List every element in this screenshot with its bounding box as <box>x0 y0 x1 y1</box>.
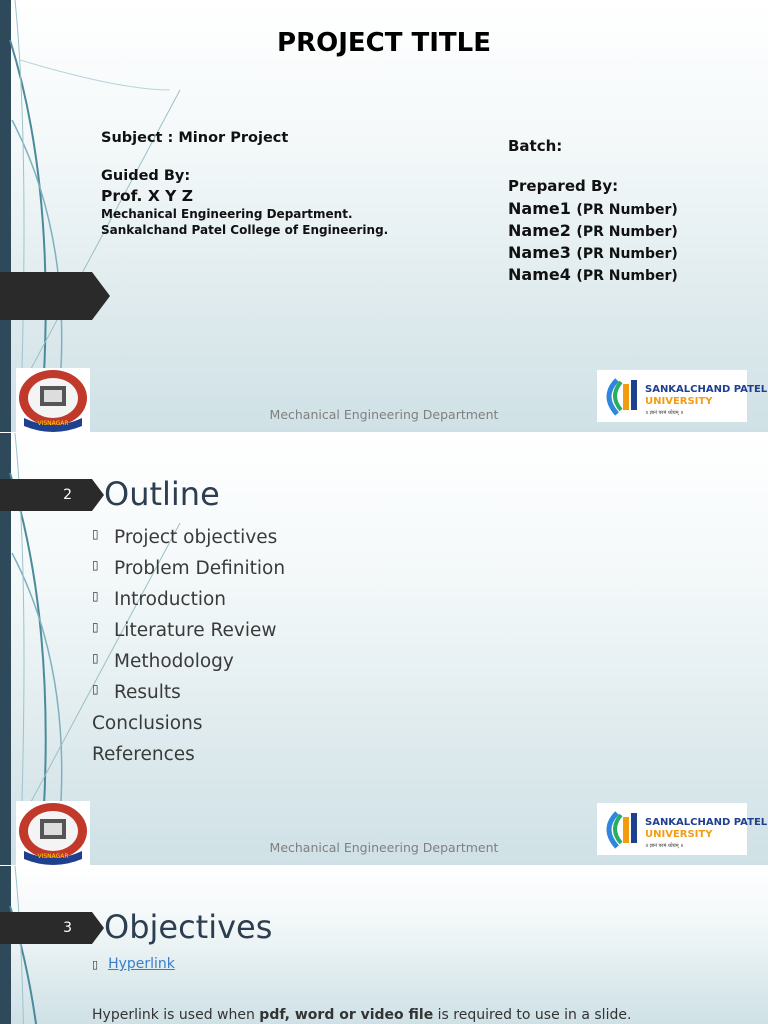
slide-heading: Objectives <box>104 908 273 946</box>
bullet-icon: ▯ <box>92 682 99 696</box>
university-logo <box>597 370 768 422</box>
list-item: ▯ Problem Definition <box>92 553 285 584</box>
svg-text:VISNAGAR: VISNAGAR <box>37 420 69 427</box>
svg-text:॥ ज्ञानं परमं ध्येयम् ॥: ॥ ज्ञानं परमं ध्येयम् ॥ <box>645 843 684 849</box>
student-name: Name3 <box>508 243 571 262</box>
name-row <box>508 265 678 284</box>
svg-text:SANKALCHAND PATEL: SANKALCHAND PATEL <box>645 384 768 395</box>
student-name: Name4 <box>508 265 571 284</box>
svg-text:UNIVERSITY: UNIVERSITY <box>645 396 713 407</box>
pr-number: (PR Number) <box>576 224 678 240</box>
department-text: Mechanical Engineering Department. <box>101 207 353 221</box>
svg-text:UNIVERSITY: UNIVERSITY <box>645 829 713 840</box>
svg-text:VISNAGAR: VISNAGAR <box>37 853 69 860</box>
slide-1 <box>0 0 768 432</box>
slide-number: 3 <box>63 920 72 936</box>
prepared-by-label: Prepared By: <box>508 177 619 195</box>
list-item: ▯ Methodology <box>92 646 285 677</box>
list-item: ▯ Results <box>92 677 285 708</box>
list-item: References <box>92 744 195 765</box>
slide-number-tag <box>0 912 110 958</box>
list-item: ▯ Introduction <box>92 584 285 615</box>
slide-footer: Mechanical Engineering Department <box>269 407 499 422</box>
link-item <box>92 956 175 972</box>
project-title: PROJECT TITLE <box>277 28 491 58</box>
slide-number: 2 <box>63 487 72 503</box>
student-name: Name1 <box>508 199 571 218</box>
bullet-icon: ▯ <box>92 620 99 634</box>
svg-text:॥ ज्ञानं परमं ध्येयम् ॥: ॥ ज्ञानं परमं ध्येयम् ॥ <box>645 410 684 416</box>
list-item: Conclusions <box>92 713 203 734</box>
body-text: Hyperlink is used when pdf, word or video file is required to use in a slide. <box>92 1007 632 1023</box>
slide-heading: Outline <box>104 475 220 513</box>
college-logo <box>16 368 90 432</box>
list-item: ▯ Project objectives <box>92 522 285 553</box>
bullet-icon: ▯ <box>92 651 99 665</box>
slide-number-tag <box>0 272 110 318</box>
slide-footer: Mechanical Engineering Department <box>269 840 499 855</box>
name-row <box>508 221 678 240</box>
emphasis-text: pdf, word or video file <box>259 1007 434 1023</box>
pr-number: (PR Number) <box>576 268 678 284</box>
name-row <box>508 243 678 262</box>
name-row <box>508 199 678 218</box>
university-logo <box>597 803 768 855</box>
bullet-icon: ▯ <box>92 589 99 603</box>
hyperlink[interactable]: Hyperlink <box>108 956 175 972</box>
guide-name: Prof. X Y Z <box>101 187 194 205</box>
guide-info <box>101 130 388 237</box>
svg-text:SANKALCHAND PATEL: SANKALCHAND PATEL <box>645 817 768 828</box>
bullet-icon: ▯ <box>92 958 99 971</box>
student-name: Name2 <box>508 221 571 240</box>
outline-list <box>92 522 285 770</box>
list-item: ▯ Literature Review <box>92 615 285 646</box>
college-logo <box>16 801 90 865</box>
batch-info <box>508 137 678 287</box>
bullet-icon: ▯ <box>92 527 99 541</box>
slide-3 <box>0 866 768 1024</box>
guided-by-label: Guided By: <box>101 168 191 184</box>
college-text: Sankalchand Patel College of Engineering. <box>101 223 389 237</box>
pr-number: (PR Number) <box>576 202 678 218</box>
slide-2 <box>0 433 768 865</box>
bullet-icon: ▯ <box>92 558 99 572</box>
pr-number: (PR Number) <box>576 246 678 262</box>
batch-label: Batch: <box>508 137 563 155</box>
slide-number-tag <box>0 479 110 525</box>
subject-text: Subject : Minor Project <box>101 130 289 146</box>
